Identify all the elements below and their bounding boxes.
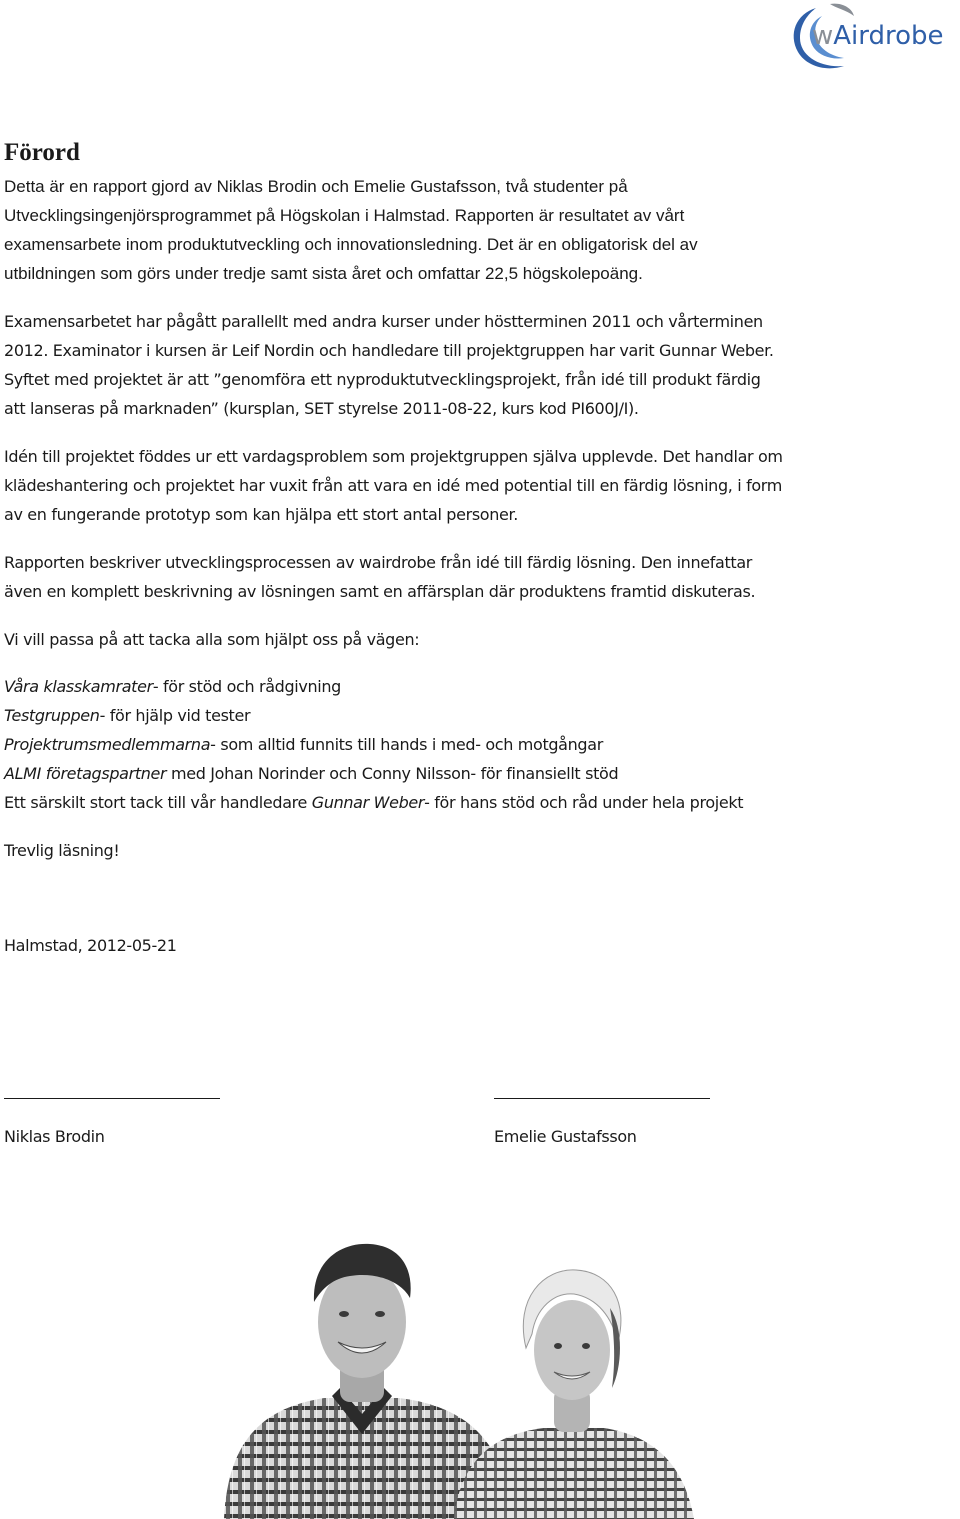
person-woman	[454, 1270, 694, 1519]
man-eye-right	[375, 1311, 385, 1317]
intro-line: utbildningen som görs under tredje samt sista året och omfattar 22,5 högskolepoäng.	[4, 264, 643, 283]
thanks-who: Testgruppen	[4, 706, 100, 725]
woman-shirt	[454, 1428, 694, 1519]
signature-line-right	[494, 1098, 710, 1099]
logo-wordmark-lead: w	[812, 21, 834, 51]
course-line: att lanseras på marknaden” (kursplan, SET styrelse 2011-08-22, kurs kod PI600J/I).	[4, 399, 639, 418]
intro-line: Detta är en rapport gjord av Niklas Brodin och Emelie Gustafsson, två studenter på	[4, 177, 628, 196]
logo-swirl-grey	[830, 4, 854, 16]
thanks-who: Våra klasskamrater	[4, 677, 153, 696]
intro-line: Utvecklingsingenjörsprogrammet på Högskolan i Halmstad. Rapporten är resultatet av vårt	[4, 206, 685, 225]
closing-text: Trevlig läsning!	[4, 841, 120, 860]
course-line: Examensarbetet har pågått parallellt med andra kurser under höstterminen 2011 och vårterminen	[4, 312, 763, 331]
logo-wordmark-main: Airdrobe	[833, 21, 944, 51]
thanks-what: - för stöd och rådgivning	[152, 677, 341, 696]
idea-line: av en fungerande prototyp som kan hjälpa ett stort antal personer.	[4, 505, 519, 524]
wairdrobe-logo	[786, 2, 956, 72]
authors-photo	[214, 1238, 744, 1519]
thanks-pre: Ett särskilt stort tack till vår handledare	[4, 793, 312, 812]
dateline: Halmstad, 2012-05-21	[4, 936, 177, 955]
intro-line: examensarbete inom produktutveckling och innovationsledning. Det är en obligatorisk del av	[4, 235, 698, 254]
report-line: även en komplett beskrivning av lösningen samt en affärsplan där produktens framtid diskuteras.	[4, 582, 756, 601]
intro-paragraph	[4, 172, 944, 288]
man-eye-left	[339, 1311, 349, 1317]
thanks-item	[4, 672, 944, 701]
woman-eye-left	[554, 1343, 562, 1349]
course-paragraph	[4, 307, 944, 423]
woman-eye-right	[582, 1343, 590, 1349]
idea-line: klädeshantering och projektet har vuxit från att vara en idé med potential till en färdig lösning, i form	[4, 476, 782, 495]
woman-face	[534, 1300, 610, 1400]
thanks-who: ALMI företagspartner	[4, 764, 167, 783]
thanks-item	[4, 730, 944, 759]
course-line: Syftet med projektet är att ”genomföra ett nyproduktutvecklingsprojekt, från idé till produkt färdig	[4, 370, 761, 389]
thanks-what: - som alltid funnits till hands i med- och motgångar	[210, 735, 603, 754]
thanks-item	[4, 701, 944, 730]
thanks-item	[4, 759, 944, 788]
thanks-list	[4, 672, 944, 817]
idea-paragraph	[4, 442, 944, 529]
page-title: Förord	[4, 139, 80, 166]
report-line: Rapporten beskriver utvecklingsprocessen av wairdrobe från idé till färdig lösning. Den innefattar	[4, 553, 753, 572]
thanks-who: Projektrumsmedlemmarna	[4, 735, 211, 754]
report-paragraph	[4, 548, 944, 606]
thanks-what: - för hans stöd och råd under hela projekt	[424, 793, 744, 812]
logo-wordmark	[812, 21, 944, 51]
thanks-item	[4, 788, 944, 817]
thanks-intro: Vi vill passa på att tacka alla som hjälpt oss på vägen:	[4, 630, 420, 649]
thanks-what: - för hjälp vid tester	[99, 706, 251, 725]
thanks-who: Gunnar Weber	[311, 793, 425, 812]
idea-line: Idén till projektet föddes ur ett vardagsproblem som projektgruppen själva upplevde. Det handlar om	[4, 447, 783, 466]
signature-name-left: Niklas Brodin	[4, 1127, 105, 1146]
signature-name-right: Emelie Gustafsson	[494, 1127, 637, 1146]
signature-line-left	[4, 1098, 220, 1099]
course-line: 2012. Examinator i kursen är Leif Nordin och handledare till projektgruppen har varit Gunnar Weber.	[4, 341, 774, 360]
thanks-what: med Johan Norinder och Conny Nilsson- för finansiellt stöd	[166, 764, 619, 783]
